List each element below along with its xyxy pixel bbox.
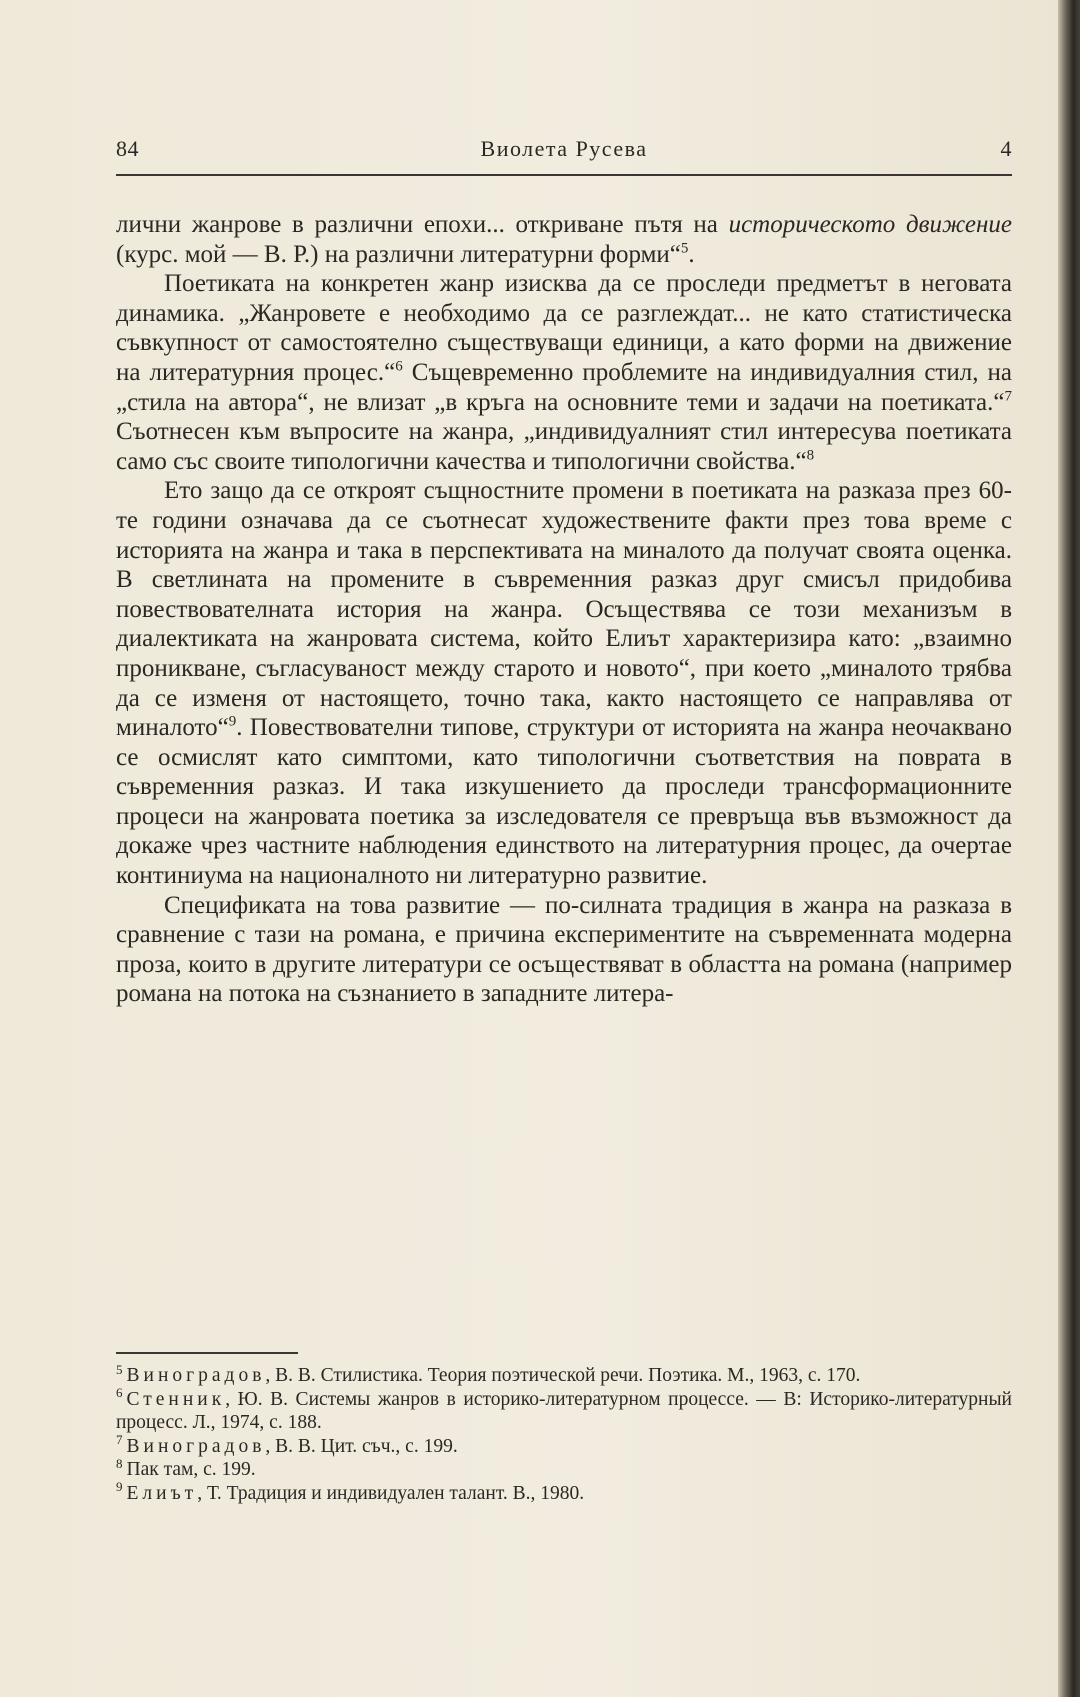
- footnote-ref-6: 6: [395, 358, 403, 375]
- footnote: $^6$ Стенник, Ю. В. Системы жанров в историко-литературном процессе. — В: Историко-литературный процесс. Л., 1974, с. 188.: [116, 1385, 1012, 1434]
- footnote: $^9$ Елиът, Т. Традиция и индивидуален талант. В., 1980.: [116, 1479, 585, 1504]
- running-header: [116, 132, 1012, 168]
- paragraph-4: Спецификата на това развитие — по-силната традиция в жанра на разказа в сравнение с тази на романа, е причина експериментите на съвременната модерна проза, които в другите литератури се осъществяват в областта на романа (например романа на потока на съзнанието в западните литера-: [116, 891, 1012, 1008]
- footnote: $^5$ Виноградов, В. В. Стилистика. Теория поэтической речи. Поэтика. М., 1963, с. 170.: [116, 1361, 861, 1386]
- footnote-ref-7: 7: [1004, 388, 1012, 405]
- footnote-ref-5: 5: [680, 240, 689, 257]
- paragraph-2: Поетиката на конкретен жанр изисква да се проследи предметът в неговата динамика. „Жанровете е необходимо да се разглеждат... не като статистическа съвкупност от самостоятелно съществуващи единици, а като форми на движение на литературния процес.“$^6$ Същевременно проблемите на индивидуалния стил, на „стила на автора“, не влизат „в кръга на основните теми и задачи на поетиката.“$^7$ Съотнесен към въпросите на жанра, „индивидуалният стил интересува поетиката само със своите типологични качества и типологични свойства.“$^8$: [116, 270, 1012, 475]
- footnote-author: Виноградов: [126, 1365, 266, 1386]
- header-rule: [116, 174, 1012, 176]
- running-head-author: Виолета Русева: [480, 136, 648, 161]
- footnote: $^8$ Пак там, с. 199.: [116, 1455, 256, 1481]
- footnote-author: Стенник: [126, 1388, 226, 1410]
- footnote-author: Виноградов: [126, 1435, 266, 1457]
- footnote-ref-8: 8: [806, 447, 815, 464]
- paragraph-3: Ето защо да се откроят същностните промени в поетиката на разказа през 60-те години означава да се съотнесат художествените факти през това време с историята на жанра и така в перспективата на миналото да получат своята оценка. В светлината на промените в съвременния разказ друг смисъл придобива повествователната история на жанра. Осъществява се този механизъм в диалектиката на жанровата система, който Елиът характеризира като: „взаимно проникване, съгласуваност между старото и новото“, при което „миналото трябва да се изменя от настоящето, точно така, както настоящето се направлява от миналото“$^9$. Повествователни типове, структури от историята на жанра неочаквано се осмислят като симптоми, като типологични съответствия на повратa в съвременния разказ. И така изкушението да проследи трансформационните процеси на жанровата поетика за изследователя се превръща във възможност да докаже чрез частните наблюдения единството на литературния процес, да очертае континиума на националното ни литературно развитие.: [116, 477, 1012, 890]
- italic-emphasis: историческото движение: [728, 211, 1012, 238]
- footnote: $^7$ Виноградов, В. В. Цит. съч., с. 199.: [116, 1432, 458, 1457]
- book-spine-edge: [1058, 0, 1080, 1697]
- signature-mark: 4: [1000, 136, 1012, 161]
- footnote-author: Елиът: [126, 1482, 198, 1504]
- footnote-rule: [116, 1352, 298, 1354]
- body-text: [116, 210, 1012, 1009]
- footnotes: [116, 1361, 1012, 1506]
- footnote-ref-9: 9: [228, 713, 237, 730]
- page-number: 84: [116, 136, 139, 161]
- paragraph-1: лични жанрове в различни епохи... откриване пътя на историческото движение (курс. мой — В. Р.) на различни литературни форми“$^5$.: [116, 211, 1012, 268]
